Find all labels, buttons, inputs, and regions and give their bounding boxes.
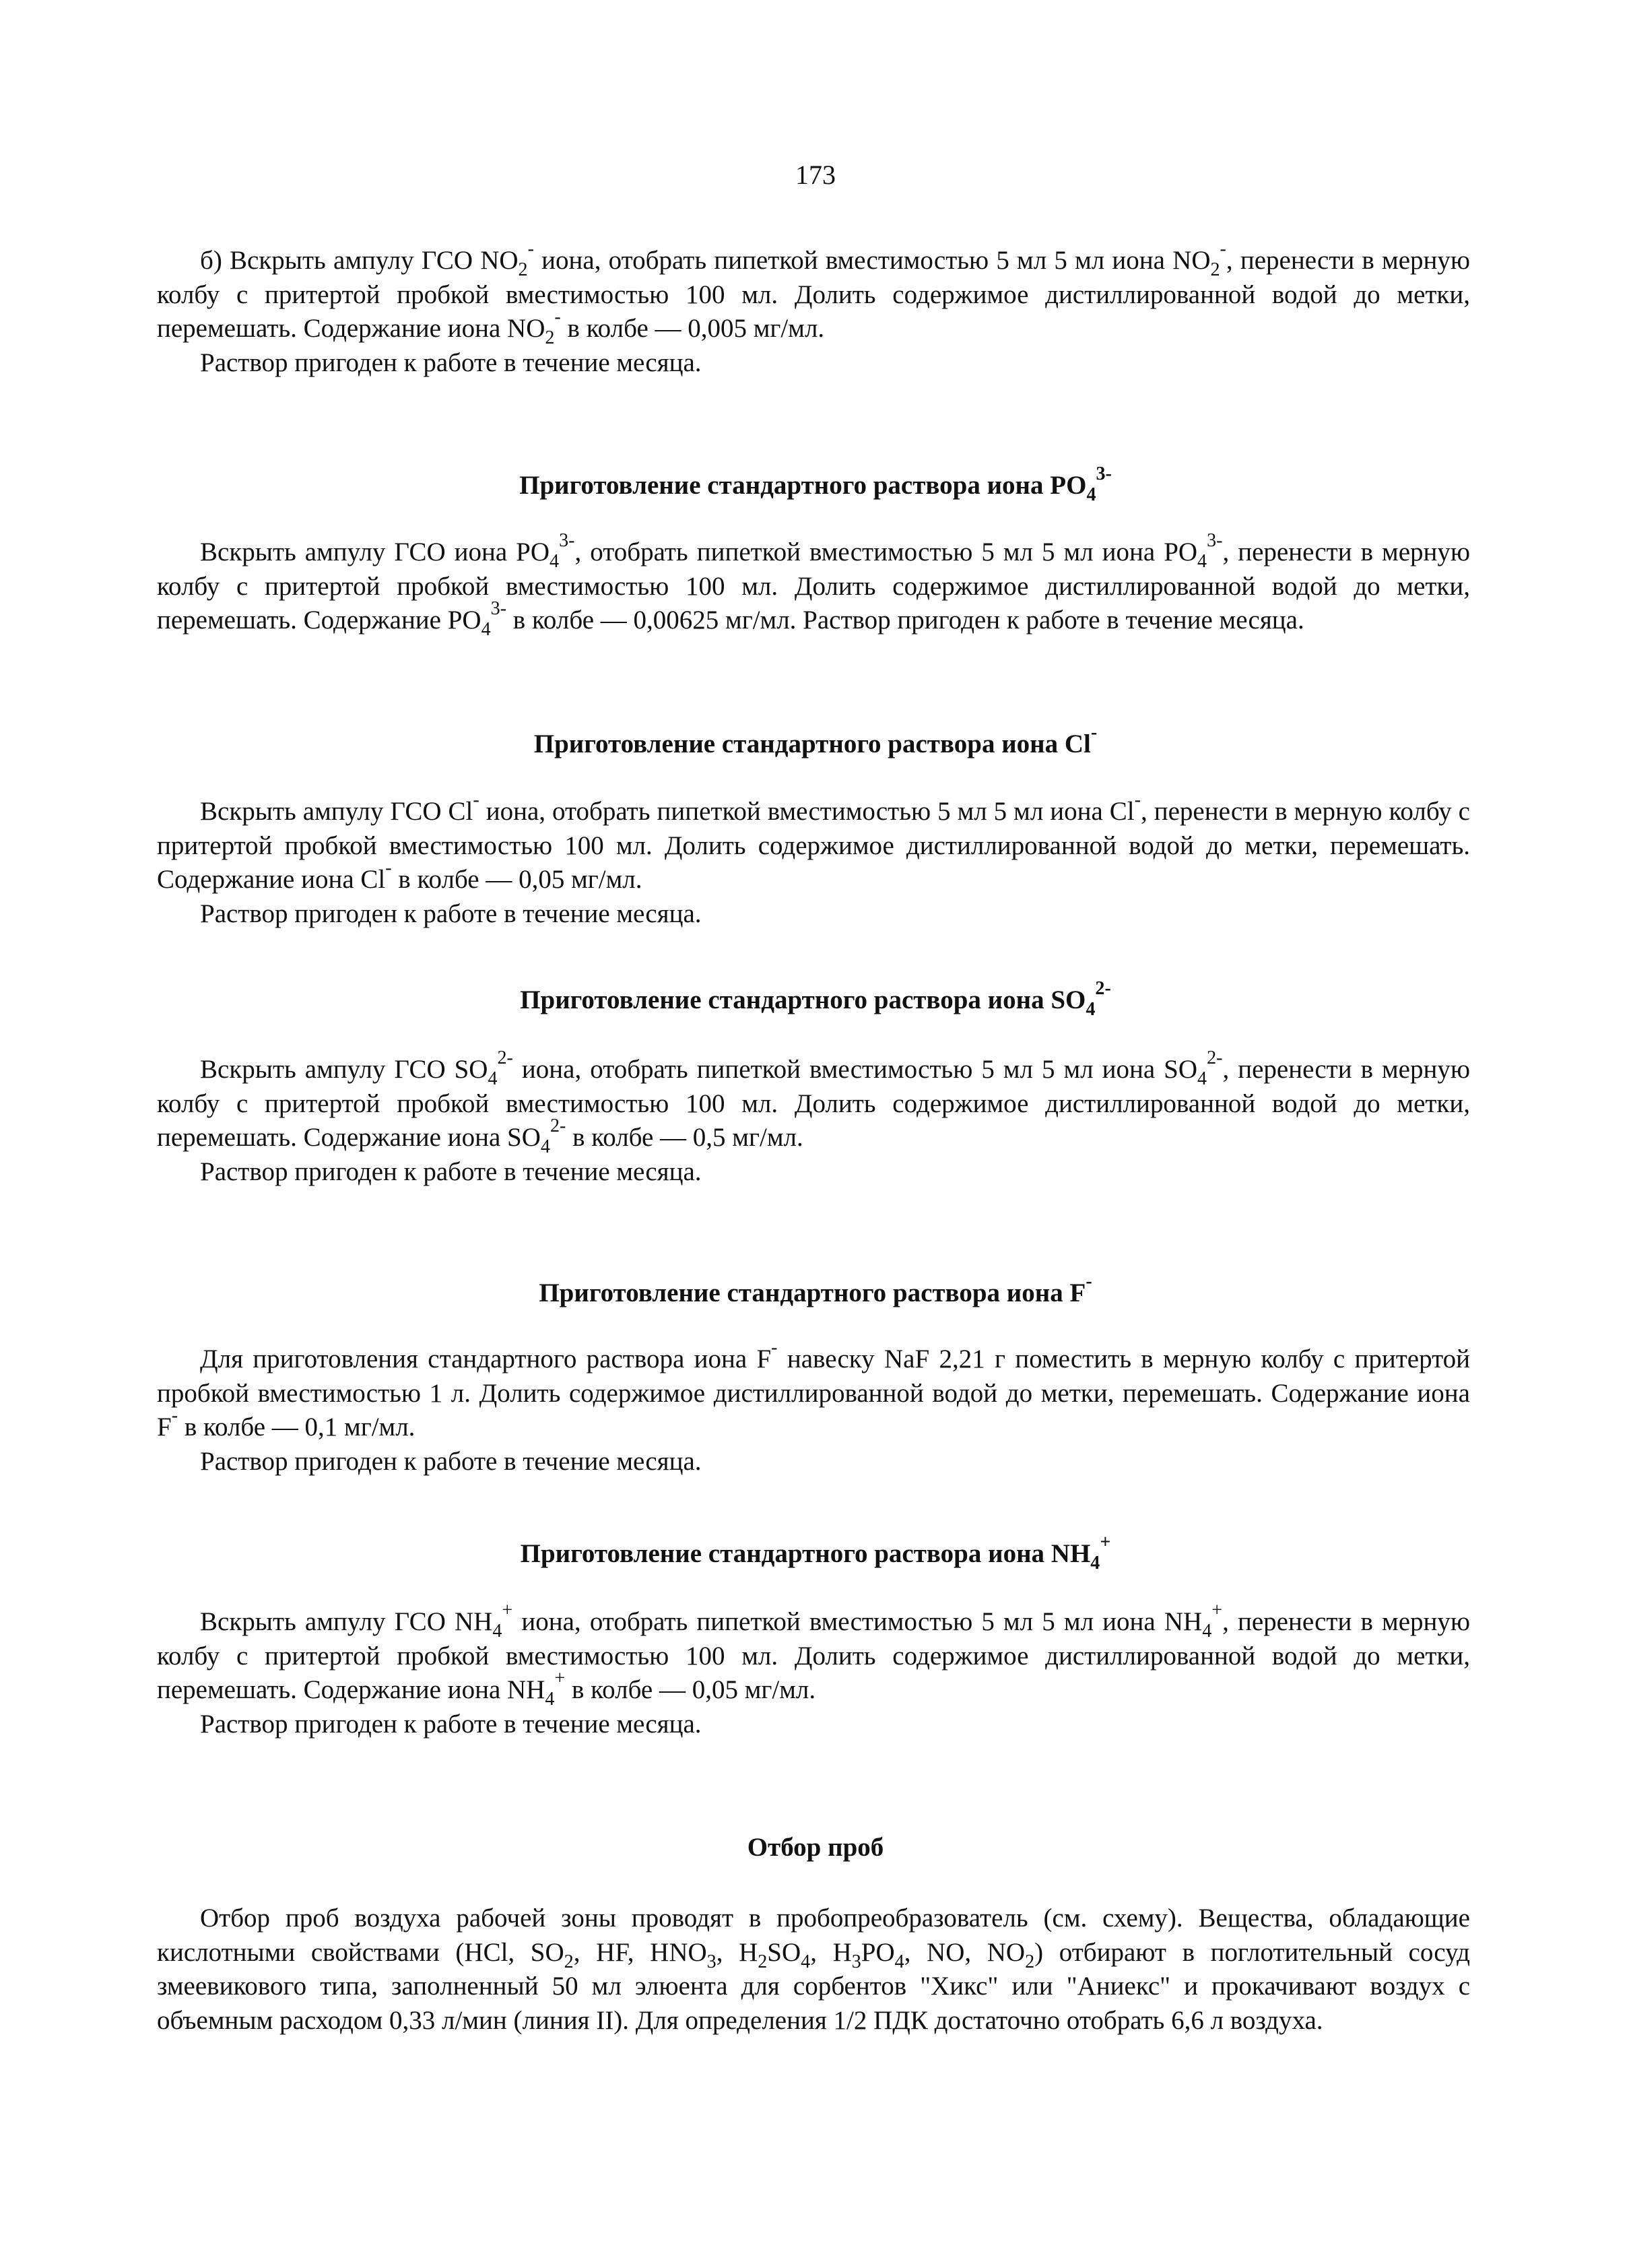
so4-paragraph: Вскрыть ампулу ГСО $SO_4^{2-}$ иона, отобрать пипеткой вместимостью 5 мл 5 мл иона $SO_4^{2-}$, перенести в мерную колбу с притертой пробкой вместимостью 100 мл. Долить содержимое дистиллированной водой до метки, перемешать. Содержание иона $SO_4^{2-}$ в колбе — 0,5 мг/мл. <box>157 1047 1470 1157</box>
cl-validity-note: Раствор пригоден к работе в течение месяца. <box>200 899 702 928</box>
section-f <box>157 1336 1471 1479</box>
f-paragraph: Для приготовления стандартного раствора иона F- навеску NaF 2,21 г поместить в мерную колбу с притертой пробкой вместимостью 1 л. Долить содержимое дистиллированной водой до метки, перемешать. Содержание иона F- в колбе — 0,1 мг/мл. <box>157 1336 1471 1441</box>
section-sampling <box>157 1902 1470 2038</box>
so4-validity-note: Раствор пригоден к работе в течение месяца. <box>200 1157 702 1186</box>
nh4-paragraph: Вскрыть ампулу ГСО $NH_4^+$ иона, отобрать пипеткой вместимостью 5 мл 5 мл иона $NH_4^+$, перенести в мерную колбу с притертой пробкой вместимостью 100 мл. Долить содержимое дистиллированной водой до метки, перемешать. Содержание иона $NH_4^+$ в колбе — 0,05 мг/мл. <box>157 1599 1471 1710</box>
heading-so4: Приготовление стандартного раствора иона $SO_4^{2-}$ <box>520 977 1111 1020</box>
heading-po4: Приготовление стандартного раствора иона $PO_4^{3-}$ <box>519 463 1112 505</box>
section-no2 <box>157 238 1471 380</box>
nh4-validity-note: Раствор пригоден к работе в течение месяца. <box>200 1709 702 1739</box>
section-po4 <box>157 529 1471 640</box>
section-so4 <box>157 1047 1470 1189</box>
section-cl <box>157 789 1470 931</box>
no2-paragraph: б) Вскрыть ампулу ГСО $NO_2^-$ иона, отобрать пипеткой вместимостью 5 мл 5 мл иона $NO_2^-$, перенести в мерную колбу с притертой пробкой вместимостью 100 мл. Долить содержимое дистиллированной водой до метки, перемешать. Содержание иона $NO_2^-$ в колбе — 0,005 мг/мл. <box>157 238 1471 348</box>
heading-cl: Приготовление стандартного раствора иона Cl- <box>533 721 1098 758</box>
heading-sampling: Отбор проб <box>747 1833 884 1862</box>
heading-f: Приготовление стандартного раствора иона F- <box>539 1270 1092 1307</box>
section-nh4 <box>157 1599 1471 1741</box>
po4-paragraph: Вскрыть ампулу ГСО иона $PO_4^{3-}$, отобрать пипеткой вместимостью 5 мл 5 мл иона $PO_4^{3-}$, перенести в мерную колбу с притертой пробкой вместимостью 100 мл. Долить содержимое дистиллированной водой до метки, перемешать. Содержание $PO_4^{3-}$ в колбе — 0,00625 мг/мл. Раствор пригоден к работе в течение месяца. <box>157 529 1471 640</box>
f-validity-note: Раствор пригоден к работе в течение месяца. <box>200 1446 702 1476</box>
no2-validity-note: Раствор пригоден к работе в течение месяца. <box>200 348 702 377</box>
heading-nh4: Приготовление стандартного раствора иона $NH_4^+$ <box>520 1531 1111 1574</box>
sampling-paragraph: Отбор проб воздуха рабочей зоны проводят в пробопреобразователь (см. схему). Вещества, обладающие кислотными свойствами (HCl, $SO_2$, HF, $HNO_3$, $H_2SO_4$, $H_3PO_4$, NO, $NO_2$) отбирают в поглотительный сосуд змеевикового типа, заполненный 50 мл элюента для сорбентов "Хикс" или "Аниекс" и прокачивают воздух с объемным расходом 0,33 л/мин (линия II). Для определения 1/2 ПДК достаточно отобрать 6,6 л воздуха. <box>157 1904 1470 2035</box>
cl-paragraph: Вскрыть ампулу ГСО Cl- иона, отобрать пипеткой вместимостью 5 мл 5 мл иона Cl-, перенести в мерную колбу с притертой пробкой вместимостью 100 мл. Долить содержимое дистиллированной водой до метки, перемешать. Содержание иона Cl- в колбе — 0,05 мг/мл. <box>157 789 1470 894</box>
page-number: 173 <box>795 160 836 190</box>
